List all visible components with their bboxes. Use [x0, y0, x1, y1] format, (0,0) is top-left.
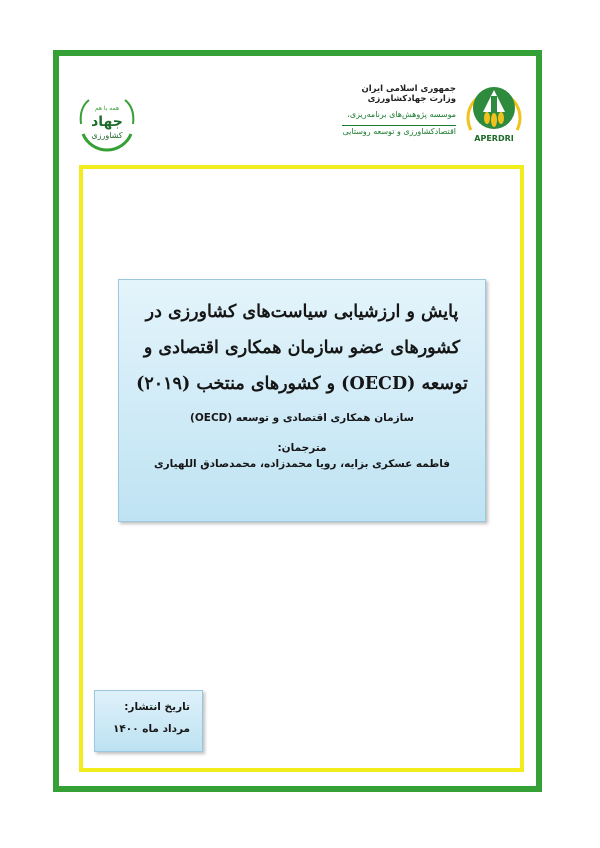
jihad-logo-top-text: همه با هم: [94, 105, 120, 112]
institute-line-2: اقتصادکشاورزی و توسعه روستایی: [342, 127, 456, 136]
institute-line-1: موسسه پژوهش‌های برنامه‌ریزی،: [347, 110, 456, 119]
document-title: [129, 294, 475, 402]
title-box: [118, 279, 486, 522]
header-text: [256, 84, 456, 138]
title-line-2: کشورهای عضو سازمان همکاری اقتصادی و: [143, 338, 461, 358]
gov-line-2: وزارت جهادکشاورزی: [367, 94, 456, 104]
publication-date-value: مرداد ماه ۱۴۰۰: [112, 723, 190, 735]
translators-names: فاطمه عسکری بزایه، رویا محمدزاده، محمدصادق اللهیاری: [153, 458, 451, 470]
jihad-logo-main-text: جهاد: [91, 114, 123, 130]
organization-name: سازمان همکاری اقتصادی و توسعه (OECD): [190, 412, 414, 424]
title-line-3: توسعه (OECD) و کشورهای منتخب (۲۰۱۹): [136, 374, 468, 394]
jihad-logo-sub-text: کشاورزی: [91, 131, 123, 140]
aperdri-label: APERDRI: [474, 134, 514, 143]
title-line-1: پایش و ارزشیابی سیاست‌های کشاورزی در: [145, 302, 459, 322]
jihad-keshavarzi-logo-icon: [75, 94, 139, 154]
publication-date-box: [94, 690, 203, 752]
gov-line-1: جمهوری اسلامی ایران: [361, 84, 456, 94]
translators-label: مترجمان:: [277, 442, 327, 454]
publication-date-label: تاریخ انتشار:: [124, 701, 190, 713]
